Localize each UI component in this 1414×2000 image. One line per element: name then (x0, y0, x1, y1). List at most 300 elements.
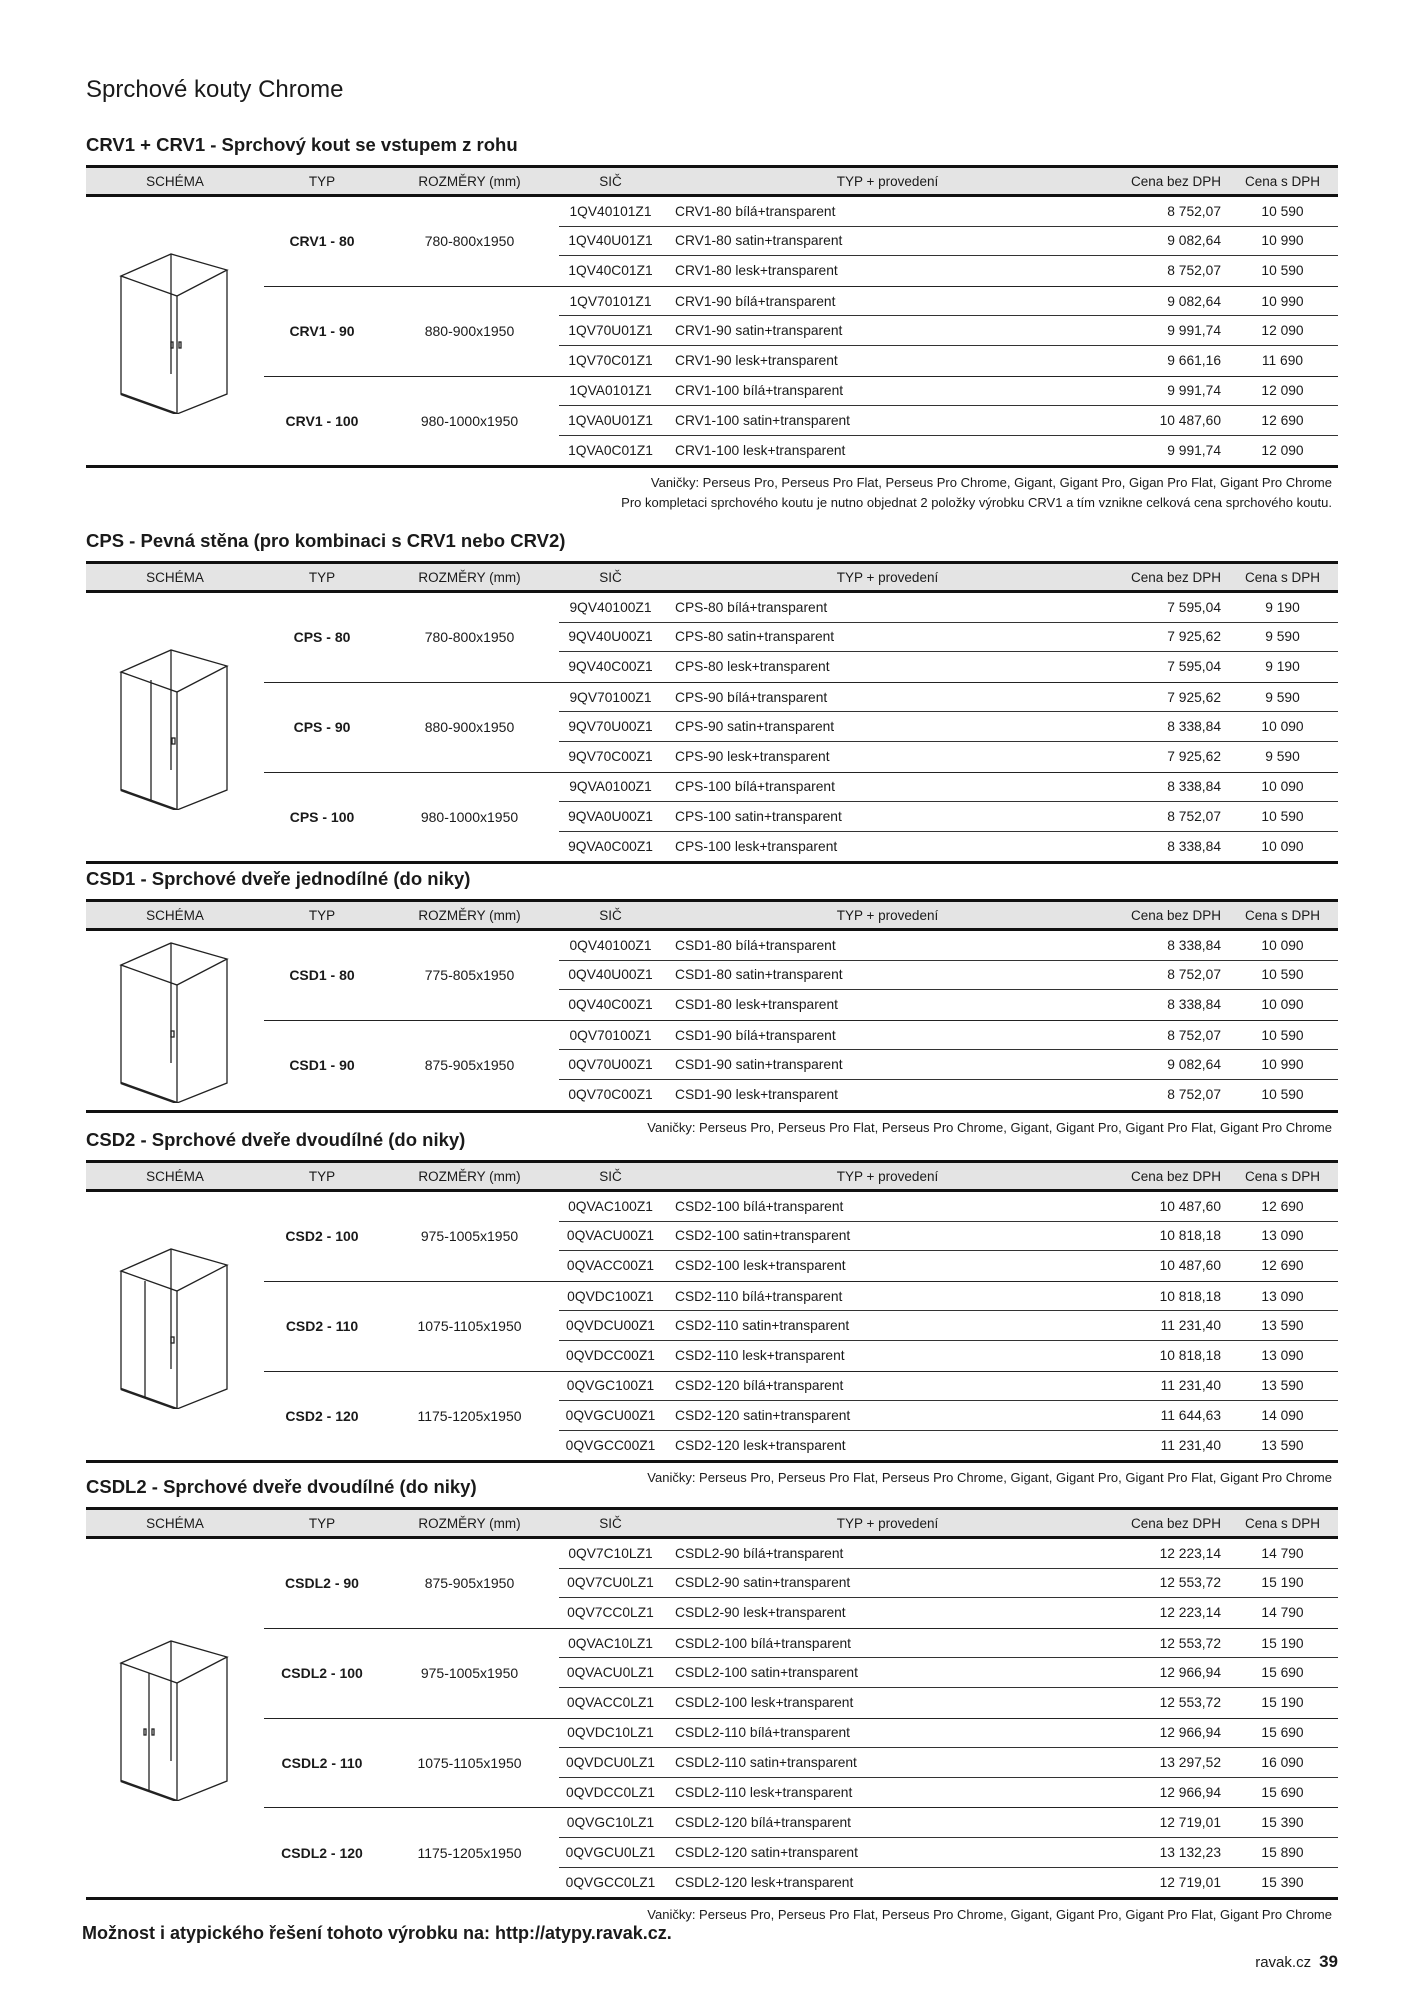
cell-s: 14 790 (1261, 1545, 1304, 1561)
column-header-rozmery: ROZMĚRY (mm) (418, 569, 521, 585)
product-groups (264, 931, 1338, 1110)
cell-bez: 12 223,14 (1159, 1605, 1221, 1621)
atypical-solutions-link[interactable]: Možnost i atypického řešení tohoto výrobku na: http://atypy.ravak.cz. (82, 1923, 672, 1943)
variant-rows (559, 1629, 1338, 1718)
cell-s: 9 590 (1265, 629, 1300, 645)
product-groups (264, 197, 1338, 465)
cell-s: 10 090 (1261, 997, 1304, 1013)
variant-rows (559, 1539, 1338, 1628)
variant-rows (559, 1808, 1338, 1897)
product-type: CSD2 - 110 (285, 1318, 359, 1335)
cell-sic: 0QVACU0LZ1 (566, 1665, 655, 1681)
product-groups (264, 593, 1338, 861)
table-row (559, 1658, 1338, 1688)
column-header-bez: Cena bez DPH (1130, 1515, 1221, 1531)
cell-sic: 0QV40100Z1 (569, 937, 652, 953)
cell-s: 10 590 (1261, 808, 1304, 824)
fixed-wall-diagram-icon (115, 640, 235, 815)
cell-s: 10 590 (1261, 1027, 1304, 1043)
cell-s: 10 990 (1261, 293, 1304, 309)
cell-sic: 0QVGCC0LZ1 (565, 1874, 656, 1890)
cell-s: 9 590 (1265, 689, 1300, 705)
table-row (559, 1748, 1338, 1778)
schema-cell (86, 931, 264, 1110)
cell-sic: 0QVAC10LZ1 (568, 1635, 653, 1651)
cell-desc: CSDL2-110 bílá+transparent (675, 1725, 850, 1741)
cell-desc: CRV1-100 lesk+transparent (675, 443, 846, 459)
cell-bez: 8 752,07 (1167, 808, 1221, 824)
cell-desc: CSD2-110 lesk+transparent (675, 1348, 845, 1364)
cell-sic: 0QVDCU00Z1 (566, 1318, 655, 1334)
table-row (559, 1539, 1338, 1569)
cell-sic: 1QVA0101Z1 (569, 383, 652, 399)
cell-sic: 9QV40100Z1 (569, 599, 652, 615)
section-heading: CSDL2 - Sprchové dveře dvoudílné (do niky) (86, 1476, 477, 1497)
product-type: CSD2 - 120 (285, 1407, 359, 1424)
table-row (559, 406, 1338, 436)
product-dimensions: 975-1005x1950 (420, 1228, 519, 1245)
note-text: Vaničky: Perseus Pro, Perseus Pro Flat, Perseus Pro Chrome, Gigant, Gigant Pro, Gigan Pro Flat, Gigant Pro Chrome (650, 475, 1332, 491)
cell-sic: 0QVDCC0LZ1 (566, 1785, 655, 1801)
cell-bez: 7 925,62 (1167, 749, 1221, 765)
column-header-desc: TYP + provedení (836, 173, 939, 189)
product-type: CRV1 - 90 (289, 323, 355, 340)
two-part-door-diagram-icon (115, 1239, 235, 1414)
table-row (559, 1080, 1338, 1110)
table-row (559, 773, 1338, 803)
cell-desc: CSD2-110 bílá+transparent (675, 1288, 843, 1304)
cell-bez: 12 966,94 (1159, 1785, 1221, 1801)
cell-s: 13 090 (1261, 1228, 1304, 1244)
cell-sic: 0QVAC100Z1 (568, 1198, 653, 1214)
cell-desc: CPS-100 lesk+transparent (675, 839, 838, 855)
product-group (264, 593, 1338, 683)
schema-cell (86, 1539, 264, 1897)
cell-desc: CSD1-90 satin+transparent (675, 1057, 843, 1073)
product-group (264, 931, 1338, 1021)
cell-bez: 8 338,84 (1167, 839, 1221, 855)
cell-bez: 7 925,62 (1167, 689, 1221, 705)
table-row (559, 1808, 1338, 1838)
table-row (559, 832, 1338, 862)
table-row (559, 712, 1338, 742)
column-header-schema: SCHÉMA (146, 907, 204, 923)
cell-bez: 8 338,84 (1167, 779, 1221, 795)
cell-sic: 0QV70C00Z1 (568, 1087, 653, 1103)
page-title: Sprchové kouty Chrome (86, 76, 344, 103)
column-header-typ: TYP (308, 1168, 336, 1184)
cell-bez: 10 487,60 (1159, 1198, 1221, 1214)
cell-bez: 12 553,72 (1159, 1635, 1221, 1651)
product-dimensions: 775-805x1950 (424, 967, 515, 984)
variant-rows (559, 287, 1338, 376)
cell-desc: CSDL2-90 lesk+transparent (675, 1605, 846, 1621)
column-header-sic: SIČ (599, 1168, 622, 1184)
column-header-schema: SCHÉMA (146, 1168, 204, 1184)
table-row (559, 287, 1338, 317)
cell-sic: 0QV70U00Z1 (568, 1057, 653, 1073)
column-header-rozmery: ROZMĚRY (mm) (418, 907, 521, 923)
column-header-desc: TYP + provedení (836, 569, 939, 585)
cell-bez: 9 991,74 (1167, 443, 1221, 459)
column-header-bez: Cena bez DPH (1130, 569, 1221, 585)
cell-bez: 10 818,18 (1159, 1348, 1221, 1364)
table-row (559, 1372, 1338, 1402)
cell-s: 13 090 (1261, 1348, 1304, 1364)
cell-desc: CPS-80 lesk+transparent (675, 659, 830, 675)
column-header-bez: Cena bez DPH (1130, 173, 1221, 189)
table-row (559, 593, 1338, 623)
double-door-diagram-icon (115, 1631, 235, 1806)
cell-desc: CSD2-120 satin+transparent (675, 1407, 851, 1423)
cell-sic: 0QVDCU0LZ1 (566, 1754, 655, 1770)
table-row (559, 436, 1338, 466)
table-row (559, 1021, 1338, 1051)
product-group (264, 197, 1338, 287)
cell-sic: 0QV40U00Z1 (568, 967, 653, 983)
cell-bez: 7 595,04 (1167, 659, 1221, 675)
cell-s: 12 090 (1261, 383, 1304, 399)
cell-bez: 8 338,84 (1167, 997, 1221, 1013)
product-dimensions: 980-1000x1950 (420, 412, 519, 429)
product-type: CSD1 - 90 (289, 1057, 355, 1074)
cell-sic: 9QV40U00Z1 (568, 629, 653, 645)
table-body (86, 931, 1338, 1113)
table-row (559, 197, 1338, 227)
column-header-s: Cena s DPH (1244, 907, 1321, 923)
corner-two-doors-diagram-icon (115, 244, 235, 419)
product-dimensions: 1175-1205x1950 (417, 1407, 522, 1424)
product-group (264, 683, 1338, 773)
variant-rows (559, 593, 1338, 682)
cell-sic: 0QVGC100Z1 (566, 1378, 655, 1394)
cell-desc: CSD2-100 satin+transparent (675, 1228, 851, 1244)
cell-s: 9 590 (1265, 749, 1300, 765)
cell-bez: 8 752,07 (1167, 967, 1221, 983)
product-type: CSDL2 - 110 (281, 1754, 363, 1771)
column-header-s: Cena s DPH (1244, 1515, 1321, 1531)
cell-s: 10 590 (1261, 967, 1304, 983)
table-row (559, 1778, 1338, 1808)
product-group (264, 1808, 1338, 1897)
cell-sic: 0QVGCC00Z1 (565, 1438, 656, 1454)
product-dimensions: 875-905x1950 (424, 1575, 515, 1592)
product-group (264, 287, 1338, 377)
product-dimensions: 780-800x1950 (424, 233, 515, 250)
column-header-sic: SIČ (599, 569, 622, 585)
table-row (559, 1222, 1338, 1252)
table-row (559, 1192, 1338, 1222)
cell-sic: 0QVDCC00Z1 (566, 1348, 655, 1364)
product-group (264, 1629, 1338, 1719)
cell-sic: 0QVDC10LZ1 (567, 1725, 654, 1741)
cell-sic: 0QVACC00Z1 (566, 1258, 655, 1274)
cell-bez: 11 644,63 (1160, 1407, 1221, 1423)
cell-desc: CSDL2-100 bílá+transparent (675, 1635, 852, 1651)
variant-rows (559, 1719, 1338, 1808)
product-section (86, 1128, 1338, 1488)
cell-desc: CSD1-80 bílá+transparent (675, 937, 836, 953)
table-header (86, 165, 1338, 197)
cell-desc: CPS-100 bílá+transparent (675, 779, 835, 795)
cell-s: 12 690 (1261, 1258, 1304, 1274)
column-header-sic: SIČ (599, 907, 622, 923)
cell-desc: CSD2-120 lesk+transparent (675, 1438, 846, 1454)
table-row (559, 1838, 1338, 1868)
schema-cell (86, 1192, 264, 1460)
column-header-rozmery: ROZMĚRY (mm) (418, 1168, 521, 1184)
cell-s: 15 190 (1261, 1695, 1304, 1711)
cell-s: 12 690 (1261, 412, 1304, 428)
table-row (559, 1431, 1338, 1461)
cell-s: 14 090 (1261, 1407, 1304, 1423)
product-type: CPS - 90 (293, 719, 351, 736)
table-row (559, 1050, 1338, 1080)
table-row (559, 256, 1338, 286)
page-number: 39 (1319, 1952, 1338, 1971)
table-header (86, 561, 1338, 593)
single-door-diagram-icon (115, 933, 235, 1108)
cell-s: 9 190 (1265, 659, 1300, 675)
product-group (264, 1021, 1338, 1110)
cell-sic: 1QV40U01Z1 (568, 233, 653, 249)
table-row (559, 1868, 1338, 1898)
table-row (559, 1688, 1338, 1718)
cell-bez: 10 818,18 (1159, 1288, 1221, 1304)
variant-rows (559, 197, 1338, 286)
column-header-desc: TYP + provedení (836, 1168, 939, 1184)
cell-sic: 0QV7CU0LZ1 (567, 1575, 654, 1591)
cell-bez: 8 752,07 (1167, 203, 1221, 219)
cell-desc: CSDL2-120 lesk+transparent (675, 1874, 854, 1890)
product-section (86, 867, 1338, 1138)
table-row (559, 227, 1338, 257)
cell-bez: 8 338,84 (1167, 937, 1221, 953)
product-dimensions: 880-900x1950 (424, 323, 515, 340)
product-type: CPS - 100 (289, 808, 355, 825)
cell-desc: CSDL2-120 bílá+transparent (675, 1815, 852, 1831)
site-name: ravak.cz (1255, 1954, 1312, 1971)
cell-sic: 9QV40C00Z1 (568, 659, 653, 675)
cell-desc: CRV1-90 bílá+transparent (675, 293, 836, 309)
cell-bez: 11 231,40 (1160, 1438, 1221, 1454)
cell-s: 14 790 (1261, 1605, 1304, 1621)
cell-bez: 10 487,60 (1159, 412, 1221, 428)
cell-s: 15 390 (1261, 1815, 1304, 1831)
cell-desc: CRV1-90 lesk+transparent (675, 353, 838, 369)
cell-bez: 9 991,74 (1167, 323, 1221, 339)
cell-desc: CSDL2-110 lesk+transparent (675, 1785, 853, 1801)
table-row (559, 742, 1338, 772)
cell-sic: 1QV70U01Z1 (568, 323, 653, 339)
cell-sic: 0QVDC100Z1 (567, 1288, 654, 1304)
cell-desc: CSD1-80 satin+transparent (675, 967, 843, 983)
cell-s: 12 090 (1261, 443, 1304, 459)
product-type: CSDL2 - 100 (281, 1665, 363, 1682)
column-header-schema: SCHÉMA (146, 173, 204, 189)
cell-sic: 1QV70101Z1 (569, 293, 652, 309)
column-header-bez: Cena bez DPH (1130, 1168, 1221, 1184)
cell-bez: 12 223,14 (1159, 1545, 1221, 1561)
table-header (86, 1160, 1338, 1192)
cell-desc: CSD1-90 lesk+transparent (675, 1087, 838, 1103)
cell-desc: CRV1-90 satin+transparent (675, 323, 843, 339)
cell-s: 10 090 (1261, 719, 1304, 735)
cell-s: 13 090 (1261, 1288, 1304, 1304)
cell-sic: 1QV70C01Z1 (568, 353, 653, 369)
cell-desc: CRV1-100 satin+transparent (675, 412, 850, 428)
schema-cell (86, 197, 264, 465)
cell-bez: 8 752,07 (1167, 1087, 1221, 1103)
cell-bez: 9 661,16 (1167, 353, 1221, 369)
column-header-typ: TYP (308, 1515, 336, 1531)
cell-desc: CSD2-100 lesk+transparent (675, 1258, 846, 1274)
cell-s: 15 190 (1261, 1635, 1304, 1651)
product-group (264, 377, 1338, 466)
cell-bez: 8 338,84 (1167, 719, 1221, 735)
cell-sic: 1QVA0C01Z1 (568, 443, 653, 459)
product-group (264, 1192, 1338, 1282)
cell-sic: 9QVA0U00Z1 (568, 808, 653, 824)
product-dimensions: 780-800x1950 (424, 629, 515, 646)
column-header-s: Cena s DPH (1244, 1168, 1321, 1184)
column-header-s: Cena s DPH (1244, 173, 1321, 189)
cell-s: 10 090 (1261, 779, 1304, 795)
table-body (86, 197, 1338, 468)
table-row (559, 802, 1338, 832)
cell-s: 16 090 (1261, 1754, 1304, 1770)
table-row (559, 1401, 1338, 1431)
cell-bez: 12 966,94 (1159, 1725, 1221, 1741)
product-group (264, 1719, 1338, 1809)
cell-sic: 0QVGCU00Z1 (565, 1407, 656, 1423)
cell-bez: 8 752,07 (1167, 1027, 1221, 1043)
table-row (559, 1598, 1338, 1628)
table-header (86, 1507, 1338, 1539)
variant-rows (559, 1021, 1338, 1110)
cell-bez: 9 082,64 (1167, 1057, 1221, 1073)
cell-desc: CPS-80 bílá+transparent (675, 599, 828, 615)
product-dimensions: 1175-1205x1950 (417, 1844, 522, 1861)
cell-s: 12 090 (1261, 323, 1304, 339)
cell-desc: CSDL2-120 satin+transparent (675, 1844, 858, 1860)
cell-sic: 1QV40101Z1 (569, 203, 652, 219)
table-row (559, 377, 1338, 407)
cell-desc: CSDL2-110 satin+transparent (675, 1754, 857, 1770)
section-heading: CRV1 + CRV1 - Sprchový kout se vstupem z rohu (86, 134, 518, 155)
cell-bez: 8 752,07 (1167, 263, 1221, 279)
product-dimensions: 875-905x1950 (424, 1057, 515, 1074)
cell-sic: 0QV7CC0LZ1 (567, 1605, 654, 1621)
schema-cell (86, 593, 264, 861)
variant-rows (559, 683, 1338, 772)
cell-s: 10 590 (1261, 263, 1304, 279)
cell-bez: 13 297,52 (1159, 1754, 1221, 1770)
cell-desc: CSDL2-90 satin+transparent (675, 1575, 851, 1591)
cell-bez: 11 231,40 (1160, 1318, 1221, 1334)
cell-desc: CSD1-90 bílá+transparent (675, 1027, 836, 1043)
cell-s: 9 190 (1265, 599, 1300, 615)
cell-sic: 9QVA0C00Z1 (568, 839, 653, 855)
table-body (86, 1539, 1338, 1900)
cell-desc: CSD2-120 bílá+transparent (675, 1378, 844, 1394)
cell-desc: CPS-80 satin+transparent (675, 629, 835, 645)
cell-desc: CPS-90 satin+transparent (675, 719, 835, 735)
cell-bez: 9 082,64 (1167, 233, 1221, 249)
cell-desc: CRV1-80 lesk+transparent (675, 263, 838, 279)
note-text: Pro kompletaci sprchového koutu je nutno objednat 2 položky výrobku CRV1 a tím vznikne celková cena sprchového koutu. (621, 495, 1332, 511)
column-header-schema: SCHÉMA (146, 1515, 204, 1531)
cell-sic: 9QVA0100Z1 (569, 779, 652, 795)
section-heading: CPS - Pevná stěna (pro kombinaci s CRV1 nebo CRV2) (86, 530, 566, 551)
column-header-sic: SIČ (599, 1515, 622, 1531)
cell-s: 12 690 (1261, 1198, 1304, 1214)
cell-bez: 12 719,01 (1159, 1815, 1221, 1831)
cell-bez: 12 966,94 (1159, 1665, 1221, 1681)
table-row (559, 1629, 1338, 1659)
column-header-sic: SIČ (599, 173, 622, 189)
column-header-bez: Cena bez DPH (1130, 907, 1221, 923)
section-notes (86, 473, 1338, 513)
product-section (86, 1475, 1338, 1925)
cell-desc: CRV1-80 satin+transparent (675, 233, 843, 249)
product-type: CRV1 - 100 (285, 412, 359, 429)
cell-s: 15 890 (1261, 1844, 1304, 1860)
table-header (86, 899, 1338, 931)
cell-sic: 0QVACC0LZ1 (566, 1695, 655, 1711)
table-row (559, 1311, 1338, 1341)
cell-s: 15 690 (1261, 1785, 1304, 1801)
table-row (559, 1569, 1338, 1599)
cell-desc: CRV1-100 bílá+transparent (675, 383, 844, 399)
note-text: Vaničky: Perseus Pro, Perseus Pro Flat, Perseus Pro Chrome, Gigant, Gigant Pro, Gigant Pro Flat, Gigant Pro Chrome (647, 1119, 1332, 1135)
product-type: CPS - 80 (293, 629, 351, 646)
product-type: CSD1 - 80 (289, 967, 355, 984)
column-header-desc: TYP + provedení (836, 1515, 939, 1531)
cell-bez: 9 991,74 (1167, 383, 1221, 399)
cell-desc: CPS-100 satin+transparent (675, 808, 842, 824)
product-dimensions: 1075-1105x1950 (417, 1318, 522, 1335)
cell-s: 11 690 (1261, 353, 1304, 369)
product-section (86, 529, 1338, 864)
column-header-rozmery: ROZMĚRY (mm) (418, 173, 521, 189)
cell-s: 15 190 (1261, 1575, 1304, 1591)
column-header-rozmery: ROZMĚRY (mm) (418, 1515, 521, 1531)
variant-rows (559, 1372, 1338, 1461)
cell-bez: 12 553,72 (1159, 1575, 1221, 1591)
variant-rows (559, 377, 1338, 466)
cell-s: 10 590 (1261, 1087, 1304, 1103)
table-row (559, 683, 1338, 713)
cell-bez: 9 082,64 (1167, 293, 1221, 309)
cell-sic: 0QV40C00Z1 (568, 997, 653, 1013)
column-header-typ: TYP (308, 173, 336, 189)
cell-desc: CSDL2-90 bílá+transparent (675, 1545, 844, 1561)
product-dimensions: 980-1000x1950 (420, 808, 519, 825)
column-header-desc: TYP + provedení (836, 907, 939, 923)
product-type: CSDL2 - 120 (281, 1844, 363, 1861)
product-group (264, 1539, 1338, 1629)
table-row (559, 1251, 1338, 1281)
note-text: Vaničky: Perseus Pro, Perseus Pro Flat, Perseus Pro Chrome, Gigant, Gigant Pro, Gigant Pro Flat, Gigant Pro Chrome (647, 1470, 1332, 1486)
column-header-schema: SCHÉMA (146, 569, 204, 585)
cell-s: 13 590 (1261, 1318, 1304, 1334)
cell-bez: 13 132,23 (1159, 1844, 1221, 1860)
cell-s: 10 090 (1261, 937, 1304, 953)
product-type: CSD2 - 100 (285, 1228, 359, 1245)
cell-bez: 10 487,60 (1159, 1258, 1221, 1274)
product-dimensions: 975-1005x1950 (420, 1665, 519, 1682)
